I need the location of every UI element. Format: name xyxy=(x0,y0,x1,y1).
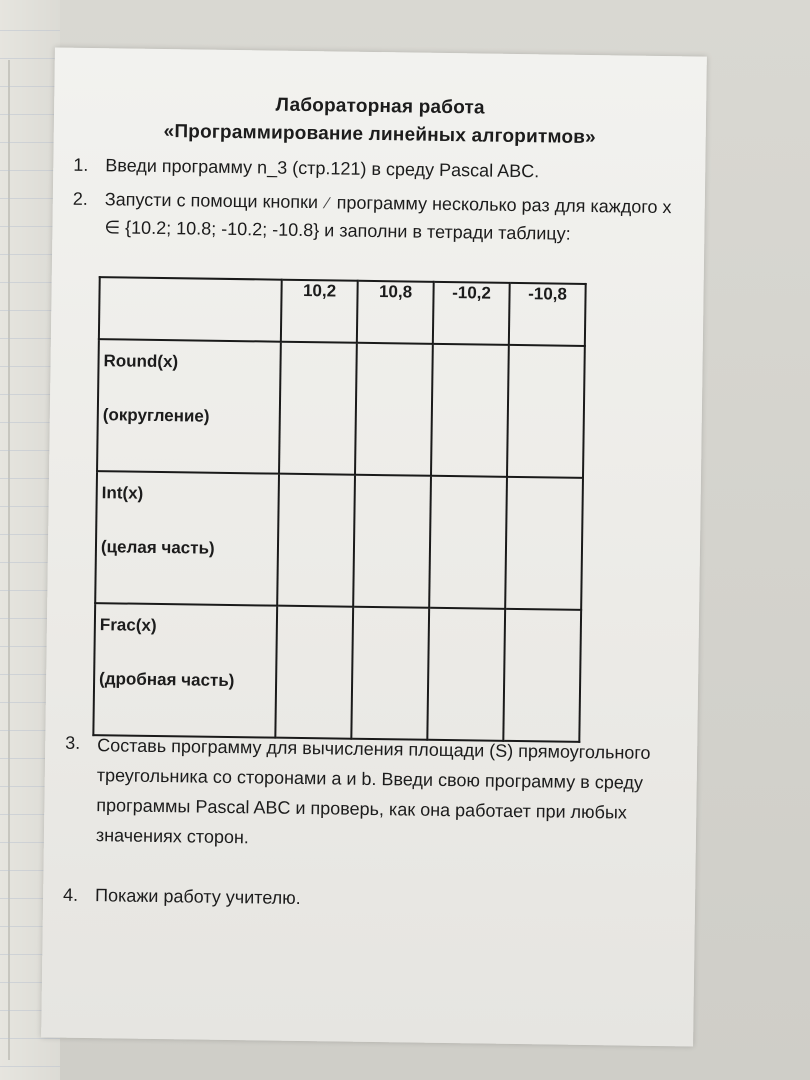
table-row xyxy=(97,339,585,478)
notebook-edge xyxy=(8,60,10,1060)
row-label xyxy=(95,471,279,606)
ruling-line xyxy=(0,114,60,115)
task-text: Покажи работу учителю. xyxy=(94,885,301,909)
task-number: 3. xyxy=(65,732,81,753)
answer-cell[interactable] xyxy=(429,476,507,609)
row-label xyxy=(93,603,277,738)
ruling-line xyxy=(0,170,60,171)
answer-cell[interactable] xyxy=(279,342,357,475)
function-description: (округление) xyxy=(102,405,210,426)
function-name: Round(x) xyxy=(103,351,179,372)
answer-cell[interactable] xyxy=(507,345,585,478)
answer-cell[interactable] xyxy=(353,475,431,608)
task-3 xyxy=(64,730,676,859)
ruling-line xyxy=(0,142,60,143)
title-line-1: Лабораторная работа xyxy=(275,94,485,119)
table-corner-cell xyxy=(99,277,282,342)
answer-cell[interactable] xyxy=(431,344,509,477)
task-number: 1. xyxy=(73,154,89,175)
ruling-line xyxy=(0,1038,60,1039)
ruling-line xyxy=(0,58,60,59)
worksheet xyxy=(41,47,707,1046)
answer-cell[interactable] xyxy=(355,343,433,476)
column-header: -10,2 xyxy=(433,282,510,345)
pencil-icon: ⁄ xyxy=(325,195,329,213)
task-text-b: программу несколько раз для каждого x ∈ {10.2; 10.8; -10.2; -10.8} и заполни в тетради таблицу: xyxy=(104,192,672,244)
column-header: -10,8 xyxy=(509,283,586,346)
task-number: 4. xyxy=(62,884,79,905)
task-1 xyxy=(73,152,683,187)
ruling-line xyxy=(0,1066,60,1067)
function-description: (целая часть) xyxy=(100,537,215,558)
title-line-2: «Программирование линейных алгоритмов» xyxy=(163,121,597,149)
task-4 xyxy=(63,882,673,917)
ruling-line xyxy=(0,254,60,255)
function-name: Frac(x) xyxy=(99,615,157,635)
task-2 xyxy=(72,186,683,249)
ruling-line xyxy=(0,226,60,227)
answer-cell[interactable] xyxy=(277,474,355,607)
column-header: 10,8 xyxy=(357,281,434,344)
column-header: 10,2 xyxy=(281,280,358,343)
task-number: 2. xyxy=(72,188,88,209)
answer-cell[interactable] xyxy=(503,609,581,742)
ruling-line xyxy=(0,86,60,87)
answer-cell[interactable] xyxy=(275,606,353,739)
function-description: (дробная часть) xyxy=(99,669,235,691)
answer-cell[interactable] xyxy=(427,608,505,741)
task-text-a: Запусти с помощи кнопки xyxy=(104,189,319,213)
ruling-line xyxy=(0,198,60,199)
table-row xyxy=(95,471,583,610)
task-text: Составь программу для вычисления площади (S) прямоугольного треугольника со сторонами a и b. Введи свою программу в среду программы Pascal ABC и проверь, как она работает при любых значениях сторон. xyxy=(95,735,651,848)
table-header-row xyxy=(99,277,586,346)
function-name: Int(x) xyxy=(101,483,144,503)
ruling-line xyxy=(0,30,60,31)
answer-cell[interactable] xyxy=(505,477,583,610)
results-table xyxy=(92,276,586,743)
table-row xyxy=(93,603,581,742)
answer-cell[interactable] xyxy=(351,607,429,740)
row-label xyxy=(97,339,281,474)
task-text: Введи программу n_3 (стр.121) в среду Pascal ABC. xyxy=(105,155,540,182)
